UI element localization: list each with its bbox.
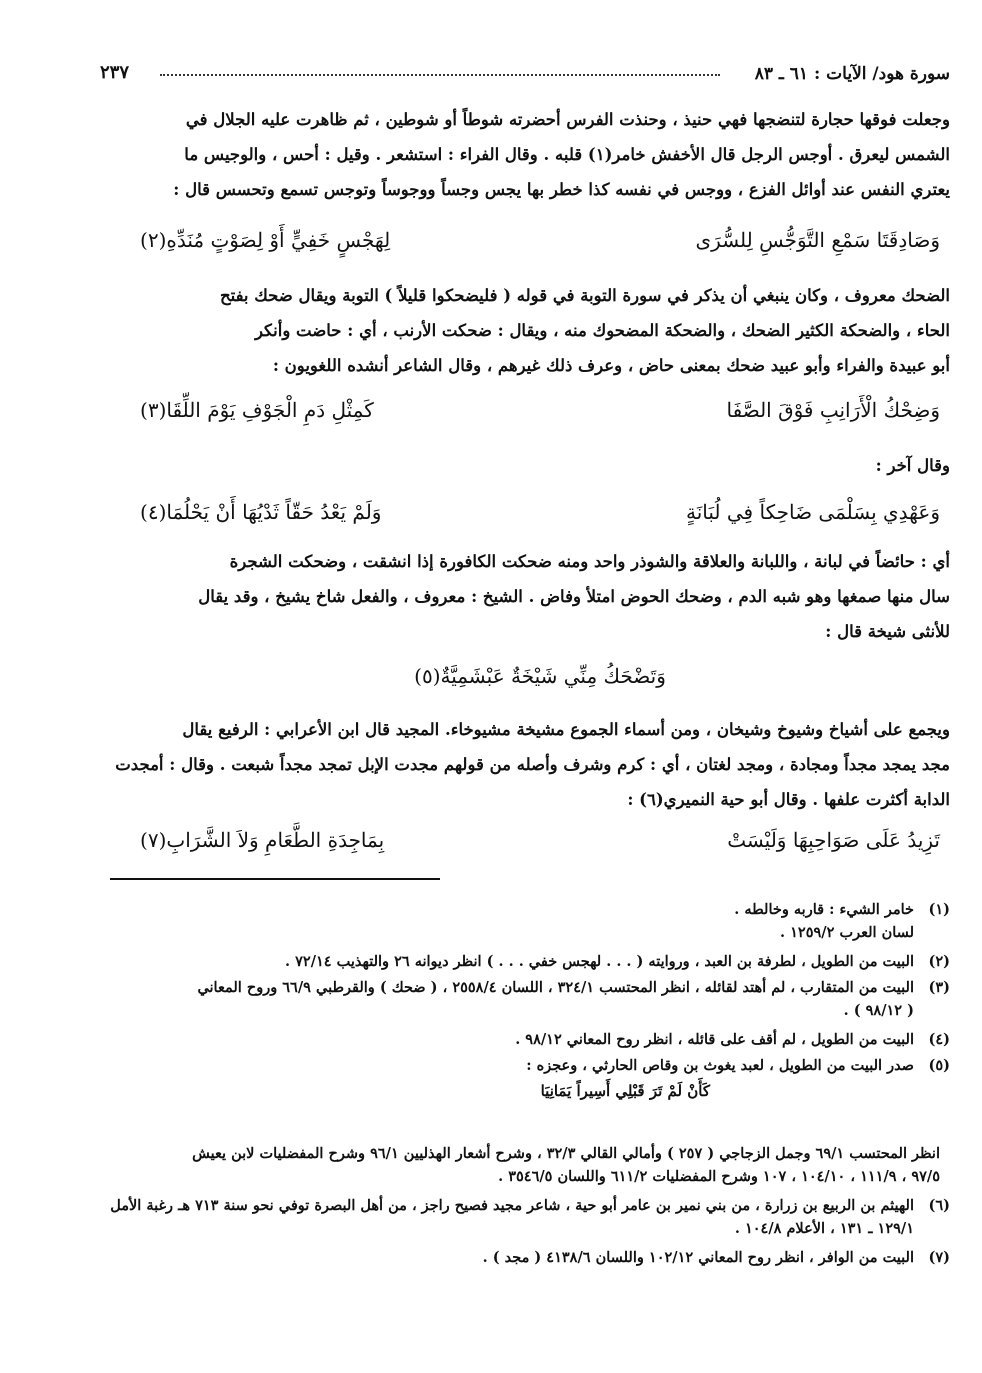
verse-hemistich-1: وَضِحْكُ الْأَرَانِبِ فَوْقَ الصَّفَا: [726, 398, 940, 422]
text-line: يعتري النفس عند أوائل الفزع ، ووجس في نفسه كذا خطر بها يجس وجساً ووجوساً وتوجس تسمع وتحسس قال :: [173, 180, 950, 199]
verse-hemistich-1: وَعَهْدِي بِسَلْمَى ضَاحِكاً فِي لُبَانَةٍ: [686, 500, 940, 524]
text-line: الحاء ، والضحكة الكثير الضحك ، والضحكة المضحوك منه ، ويقال : ضحكت الأرنب ، أي : حاضت وأنكر: [254, 321, 950, 340]
verse-hemistich-1: وَصَادِقَتَا سَمْعِ التَّوَجُّسِ لِلسُّرَى: [695, 228, 940, 252]
text-line: ويجمع على أشياخ وشيوخ وشيخان ، ومن أسماء الجموع مشيخة مشيوخاء. المجيد قال ابن الأعرابي : الرفيع يقال: [182, 720, 950, 739]
page: [100, 60, 950, 1360]
verse-5: [140, 828, 940, 868]
text-line: أي : حائضاً في لبانة ، واللبانة والعلاقة والشوذر واحد ومنه ضحكت الكافورة إذا انشقت ، وضحكت الشجرة: [229, 552, 950, 571]
footnote-line: البيت من الوافر ، انظر روح المعاني ١٠٢/١٢ واللسان ٤١٣٨/٦ ( مجد ) .: [482, 1249, 914, 1266]
verse-4: [140, 664, 940, 704]
verse-line: وَتَضْحَكُ مِنِّي شَيْخَةٌ عَبْشَمِيَّةٌ(٥): [414, 664, 666, 688]
text-line: مجد يمجد مجداً ومجادة ، ومجد لغتان ، أي : كرم وشرف وأصله من قولهم مجدت الإبل تمجد مجداً شبعت . وقال : أمجدت: [115, 755, 950, 774]
header-title: سورة هود/ الآيات : ٦١ ـ ٨٣: [754, 64, 950, 84]
footnote-line: البيت من الطويل ، لطرفة بن العبد ، وروايته ( . . . لهجس خفي . . . ) انظر ديوانه ٢٦ والتهذيب ٧٢/١٤ .: [285, 953, 914, 970]
footnote-line: البيت من المتقارب ، لم أهتد لقائله ، انظر المحتسب ٣٢٤/١ ، اللسان ٢٥٥٨/٤ ، ( ضحك ) والقرطبي ٦٦/٩ وروح المعاني: [197, 979, 914, 996]
header-dots: [160, 74, 720, 76]
footnote-line: خامر الشيء : قاربه وخالطه .: [734, 901, 914, 918]
footnote-number: (٧): [928, 1249, 950, 1266]
text-line: الضحك معروف ، وكان ينبغي أن يذكر في سورة التوبة في قوله ( فليضحكوا قليلاً ) التوبة ويقال ضحك بفتح: [219, 286, 950, 305]
text-line: الدابة أكثرت علفها . وقال أبو حية النميري(٦) :: [627, 790, 950, 809]
page-number: ٢٣٧: [100, 62, 130, 83]
footnote-verse: كَأَنْ لَمْ تَرَ قَبْلِي أَسِيراً يَمَانِيَا: [540, 1082, 710, 1100]
paragraph-1: [100, 102, 950, 207]
footnote-line: لسان العرب ١٢٥٩/٢ .: [780, 924, 914, 941]
footnote-number: (٥): [928, 1057, 950, 1074]
footnote-number: (٢): [928, 953, 950, 970]
footnote-line: صدر البيت من الطويل ، لعبد يغوث بن وقاص الحارثي ، وعجزه :: [526, 1057, 914, 1074]
verse-hemistich-2: بِمَاجِدَةِ الطَّعَامِ وَلاَ الشَّرَابِ(٧): [140, 828, 385, 852]
footnote-line: البيت من الطويل ، لم أقف على قائله ، انظر روح المعاني ٩٨/١٢ .: [515, 1031, 914, 1048]
text-line: سال منها صمغها وهو شبه الدم ، وضحك الحوض امتلأ وفاض . الشيخ : معروف ، والفعل شاخ يشيخ ، وقد يقال: [198, 587, 950, 606]
footnote-line: ( ٩٨/١٢ ) .: [843, 1002, 914, 1019]
text-line: الشمس ليعرق . أوجس الرجل قال الأخفش خامر(١) قلبه . وقال الفراء : استشعر . وقيل : أحس ، والوجيس ما: [184, 145, 950, 164]
footnote-line: انظر المحتسب ٦٩/١ وجمل الزجاجي ( ٢٥٧ ) وأمالي القالي ٣٢/٣ ، وشرح أشعار الهذليين ٩٦/١ وشرح المفضليات لابن يعيش: [192, 1145, 940, 1162]
text-line: وجعلت فوقها حجارة لتنضجها فهي حنيذ ، وحنذت الفرس أحضرته شوطاً أو شوطين ، ثم ظاهرت عليه الجلال في: [185, 110, 950, 129]
text-line: وقال آخر :: [875, 456, 950, 475]
footnote-number: (٣): [928, 979, 950, 996]
verse-hemistich-1: تَزِيدُ عَلَى صَوَاحِبِهَا وَلَيْسَتْ: [727, 828, 940, 852]
paragraph-2: [100, 278, 950, 383]
footnote-line: ٩٧/٥ ، ١١١/٩ ، ١٠٤/١٠ ، ١٠٧ وشرح المفضليات ٦١١/٢ واللسان ٣٥٤٦/٥ .: [498, 1168, 940, 1185]
footnote-line: الهيثم بن الربيع بن زرارة ، من بني نمير بن عامر أبو حية ، شاعر مجيد فصيح راجز ، من أهل البصرة توفي نحو سنة ٧١٣ هـ رغبة الأمل: [110, 1197, 914, 1214]
verse-hemistich-2: لِهَجْسٍ خَفِيٍّ أَوْ لِصَوْتٍ مُنَدِّهِ(٢): [140, 228, 391, 252]
footnote-divider: [110, 878, 440, 880]
running-header: [100, 60, 950, 90]
verse-2: [140, 398, 940, 438]
verse-hemistich-2: وَلَمْ يَعْدُ حَقّاً ثَدْيُهَا أَنْ يَحْلُمَا(٤): [140, 500, 382, 524]
text-line: للأنثى شيخة قال :: [825, 622, 950, 641]
text-line: أبو عبيدة والفراء وأبو عبيد ضحك بمعنى حاض ، وعرف ذلك غيرهم ، وقال الشاعر أنشده اللغويون :: [272, 356, 950, 375]
verse-3: [140, 500, 940, 540]
footnote-number: (١): [928, 901, 950, 918]
footnote-line: ١٢٩/١ ـ ١٣١ ، الأعلام ١٠٤/٨ .: [734, 1220, 914, 1237]
verse-hemistich-2: كَمِثْلِ دَمِ الْجَوْفِ يَوْمَ اللِّقَا(٣): [140, 398, 374, 422]
paragraph-5: [100, 712, 950, 817]
paragraph-4: [100, 544, 950, 649]
verse-1: [140, 228, 940, 268]
footnote-number: (٦): [928, 1197, 950, 1214]
footnote-number: (٤): [928, 1031, 950, 1048]
paragraph-3: [100, 448, 950, 483]
